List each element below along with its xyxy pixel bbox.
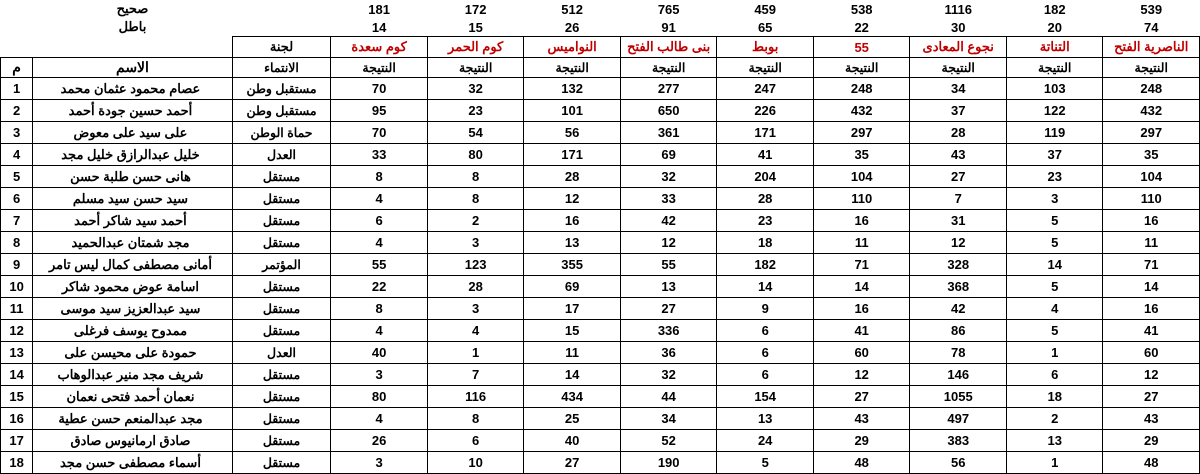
cell-value: 6 [1006, 364, 1103, 386]
cell-value: 11 [1103, 232, 1200, 254]
cell-value: 33 [331, 144, 428, 166]
cell-name: سيد عبدالعزيز سيد موسى [33, 298, 232, 320]
cell-value: 7 [910, 188, 1007, 210]
cell-value: 361 [620, 122, 717, 144]
cell-value: 60 [813, 342, 910, 364]
cell-value: 13 [524, 232, 621, 254]
party-name-4: بوبط [717, 37, 814, 58]
party-row-spacer-idx [1, 37, 33, 58]
cell-value: 6 [717, 364, 814, 386]
cell-value: 12 [524, 188, 621, 210]
table-row [1, 276, 1200, 298]
cell-value: 3 [331, 452, 428, 474]
cell-value: 12 [620, 232, 717, 254]
table-row [1, 100, 1200, 122]
cell-index: 17 [1, 430, 33, 452]
cell-value: 16 [524, 210, 621, 232]
cell-value: 71 [813, 254, 910, 276]
cell-value: 123 [427, 254, 524, 276]
summary-valid-2: 1116 [944, 1, 972, 17]
cell-value: 297 [1103, 122, 1200, 144]
cell-value: 41 [813, 320, 910, 342]
summary-invalid-spacer [232, 18, 331, 37]
cell-affiliation: مستقل [232, 364, 331, 386]
summary-invalid-7: 15 [468, 19, 483, 35]
cell-name: شريف مجد منير عبدالوهاب [33, 364, 232, 386]
cell-value: 10 [427, 452, 524, 474]
cell-value: 56 [910, 452, 1007, 474]
cell-value: 3 [1006, 188, 1103, 210]
cell-value: 16 [1103, 210, 1200, 232]
cell-value: 4 [1006, 298, 1103, 320]
cell-value: 48 [1103, 452, 1200, 474]
cell-value: 11 [813, 232, 910, 254]
cell-value: 40 [524, 430, 621, 452]
party-name-8: كوم سعدة [331, 37, 428, 58]
cell-value: 4 [331, 232, 428, 254]
cell-value: 116 [427, 386, 524, 408]
cell-index: 12 [1, 320, 33, 342]
party-name-2: نجوع المعادى [910, 37, 1007, 58]
cell-value: 18 [717, 232, 814, 254]
cell-affiliation: مستقبل وطن [232, 100, 331, 122]
cell-index: 7 [1, 210, 33, 232]
cell-affiliation: مستقل [232, 452, 331, 474]
cell-affiliation: مستقل [232, 430, 331, 452]
cell-affiliation: مستقل [232, 210, 331, 232]
cell-name: أحمد حسين جودة أحمد [33, 100, 232, 122]
summary-valid-row [1, 0, 1200, 18]
cell-value: 36 [620, 342, 717, 364]
cell-value: 78 [910, 342, 1007, 364]
table-row [1, 408, 1200, 430]
cell-value: 70 [331, 78, 428, 100]
cell-name: ممدوح يوسف فرغلى [33, 320, 232, 342]
cell-value: 132 [524, 78, 621, 100]
summary-invalid-endspacer [1, 18, 33, 37]
cell-value: 27 [910, 166, 1007, 188]
cell-value: 8 [427, 166, 524, 188]
cell-value: 190 [620, 452, 717, 474]
cell-value: 101 [524, 100, 621, 122]
cell-value: 41 [717, 144, 814, 166]
cell-value: 27 [1103, 386, 1200, 408]
cell-index: 2 [1, 100, 33, 122]
cell-value: 432 [813, 100, 910, 122]
cell-index: 18 [1, 452, 33, 474]
table-row [1, 342, 1200, 364]
header-result-1: النتيجة [1006, 58, 1103, 78]
cell-index: 11 [1, 298, 33, 320]
cell-value: 383 [910, 430, 1007, 452]
cell-value: 6 [331, 210, 428, 232]
cell-value: 33 [620, 188, 717, 210]
table-row [1, 188, 1200, 210]
table-row [1, 122, 1200, 144]
summary-invalid-8: 14 [371, 19, 387, 35]
summary-valid-5: 765 [657, 1, 680, 17]
cell-value: 248 [813, 78, 910, 100]
cell-index: 13 [1, 342, 33, 364]
cell-value: 29 [813, 430, 910, 452]
cell-value: 4 [331, 320, 428, 342]
cell-affiliation: مستقل [232, 386, 331, 408]
cell-value: 80 [331, 386, 428, 408]
cell-value: 52 [620, 430, 717, 452]
cell-value: 11 [524, 342, 621, 364]
cell-name: مجد عبدالمنعم حسن عطية [33, 408, 232, 430]
cell-value: 32 [620, 364, 717, 386]
party-name-5: بنى طالب الفتح [620, 37, 717, 58]
cell-value: 110 [1103, 188, 1200, 210]
header-result-5: النتيجة [620, 58, 717, 78]
cell-value: 35 [1103, 144, 1200, 166]
cell-value: 27 [813, 386, 910, 408]
cell-value: 5 [1006, 210, 1103, 232]
cell-name: اسامة عوض محمود شاكر [33, 276, 232, 298]
cell-value: 4 [331, 408, 428, 430]
table-row [1, 386, 1200, 408]
header-result-6: النتيجة [524, 58, 621, 78]
summary-invalid-0: 74 [1144, 19, 1159, 35]
cell-affiliation: مستقل [232, 276, 331, 298]
table-row [1, 298, 1200, 320]
cell-value: 70 [331, 122, 428, 144]
cell-name: خليل عبدالرازق خليل مجد [33, 144, 232, 166]
cell-value: 28 [427, 276, 524, 298]
cell-value: 650 [620, 100, 717, 122]
column-header-row [1, 58, 1200, 78]
cell-index: 5 [1, 166, 33, 188]
summary-valid-endspacer [1, 0, 33, 18]
cell-value: 31 [910, 210, 1007, 232]
party-header-row [1, 37, 1200, 58]
cell-value: 182 [717, 254, 814, 276]
cell-value: 43 [910, 144, 1007, 166]
cell-value: 71 [1103, 254, 1200, 276]
cell-value: 16 [1103, 298, 1200, 320]
cell-value: 22 [331, 276, 428, 298]
cell-value: 8 [331, 298, 428, 320]
cell-value: 14 [1006, 254, 1103, 276]
cell-affiliation: مستقل [232, 320, 331, 342]
table-row [1, 78, 1200, 100]
cell-index: 8 [1, 232, 33, 254]
cell-name: نعمان أحمد فتحى نعمان [33, 386, 232, 408]
cell-value: 103 [1006, 78, 1103, 100]
cell-value: 14 [717, 276, 814, 298]
cell-index: 10 [1, 276, 33, 298]
cell-value: 3 [427, 232, 524, 254]
summary-valid-1: 182 [1043, 1, 1066, 17]
summary-invalid-row [1, 18, 1200, 37]
cell-value: 9 [717, 298, 814, 320]
summary-invalid-6: 26 [564, 19, 580, 35]
cell-value: 42 [910, 298, 1007, 320]
cell-affiliation: مستقل [232, 232, 331, 254]
party-name-3: 55 [813, 37, 910, 58]
cell-index: 15 [1, 386, 33, 408]
cell-value: 3 [331, 364, 428, 386]
committee-label: لجنة [232, 37, 331, 58]
cell-value: 8 [427, 408, 524, 430]
cell-name: مجد شمتان عبدالحميد [33, 232, 232, 254]
cell-value: 12 [813, 364, 910, 386]
cell-value: 8 [427, 188, 524, 210]
cell-value: 23 [427, 100, 524, 122]
cell-value: 28 [717, 188, 814, 210]
table-row [1, 232, 1200, 254]
summary-valid-label: صحيح [116, 1, 149, 16]
header-result-4: النتيجة [717, 58, 814, 78]
cell-value: 7 [427, 364, 524, 386]
cell-value: 5 [717, 452, 814, 474]
cell-value: 16 [813, 298, 910, 320]
cell-value: 14 [1103, 276, 1200, 298]
cell-value: 13 [1006, 430, 1103, 452]
cell-value: 26 [331, 430, 428, 452]
cell-value: 104 [813, 166, 910, 188]
cell-name: أحمد سيد شاكر أحمد [33, 210, 232, 232]
cell-value: 6 [717, 320, 814, 342]
cell-value: 23 [1006, 166, 1103, 188]
summary-invalid-3: 22 [854, 19, 869, 35]
cell-value: 95 [331, 100, 428, 122]
party-name-0: الناصرية الفتح [1103, 37, 1200, 58]
cell-value: 171 [717, 122, 814, 144]
cell-value: 29 [1103, 430, 1200, 452]
header-index: م [1, 58, 33, 78]
cell-index: 16 [1, 408, 33, 430]
cell-value: 35 [813, 144, 910, 166]
cell-value: 434 [524, 386, 621, 408]
cell-value: 80 [427, 144, 524, 166]
cell-value: 13 [620, 276, 717, 298]
summary-valid-3: 538 [850, 1, 873, 17]
cell-value: 23 [717, 210, 814, 232]
header-result-7: النتيجة [427, 58, 524, 78]
cell-value: 12 [1103, 364, 1200, 386]
cell-value: 56 [524, 122, 621, 144]
cell-index: 3 [1, 122, 33, 144]
cell-name: هانى حسن طلبة حسن [33, 166, 232, 188]
cell-name: أمانى مصطفى كمال ليس تامر [33, 254, 232, 276]
table-row [1, 452, 1200, 474]
cell-value: 60 [1103, 342, 1200, 364]
cell-name: سيد حسن سيد مسلم [33, 188, 232, 210]
header-name: الاسم [33, 58, 232, 78]
cell-value: 2 [427, 210, 524, 232]
cell-value: 1055 [910, 386, 1007, 408]
cell-value: 12 [910, 232, 1007, 254]
cell-value: 13 [717, 408, 814, 430]
cell-value: 4 [427, 320, 524, 342]
cell-affiliation: العدل [232, 342, 331, 364]
cell-value: 154 [717, 386, 814, 408]
summary-invalid-1: 20 [1047, 19, 1062, 35]
cell-value: 497 [910, 408, 1007, 430]
cell-value: 27 [524, 452, 621, 474]
party-name-1: التناتة [1006, 37, 1103, 58]
cell-value: 204 [717, 166, 814, 188]
cell-value: 247 [717, 78, 814, 100]
cell-value: 37 [910, 100, 1007, 122]
cell-value: 86 [910, 320, 1007, 342]
cell-value: 42 [620, 210, 717, 232]
cell-value: 55 [620, 254, 717, 276]
summary-invalid-2: 30 [950, 19, 966, 35]
cell-value: 32 [620, 166, 717, 188]
summary-valid-6: 512 [561, 1, 583, 17]
table-row [1, 166, 1200, 188]
table-row [1, 364, 1200, 386]
cell-value: 16 [813, 210, 910, 232]
cell-value: 1 [1006, 452, 1103, 474]
party-name-7: كوم الحمر [427, 37, 524, 58]
cell-value: 43 [1103, 408, 1200, 430]
header-affiliation: الانتماء [232, 58, 331, 78]
cell-value: 5 [1006, 232, 1103, 254]
cell-value: 25 [524, 408, 621, 430]
cell-name: عصام محمود عثمان محمد [33, 78, 232, 100]
header-result-0: النتيجة [1103, 58, 1200, 78]
cell-affiliation: مستقل [232, 166, 331, 188]
cell-value: 28 [910, 122, 1007, 144]
cell-value: 28 [524, 166, 621, 188]
table-row [1, 210, 1200, 232]
cell-value: 14 [524, 364, 621, 386]
cell-value: 277 [620, 78, 717, 100]
cell-value: 110 [813, 188, 910, 210]
header-result-2: النتيجة [910, 58, 1007, 78]
cell-value: 27 [620, 298, 717, 320]
cell-value: 171 [524, 144, 621, 166]
summary-invalid-label: باطل [118, 19, 147, 35]
cell-value: 6 [427, 430, 524, 452]
summary-invalid-4: 65 [757, 19, 773, 35]
cell-value: 69 [620, 144, 717, 166]
cell-value: 248 [1103, 78, 1200, 100]
cell-index: 14 [1, 364, 33, 386]
cell-value: 37 [1006, 144, 1103, 166]
table-row [1, 320, 1200, 342]
summary-invalid-5: 91 [661, 19, 676, 35]
cell-value: 44 [620, 386, 717, 408]
cell-name: على سيد على معوض [33, 122, 232, 144]
cell-value: 432 [1103, 100, 1200, 122]
cell-value: 41 [1103, 320, 1200, 342]
cell-affiliation: مستقل [232, 298, 331, 320]
cell-value: 336 [620, 320, 717, 342]
cell-affiliation: مستقل [232, 408, 331, 430]
cell-value: 328 [910, 254, 1007, 276]
cell-value: 3 [427, 298, 524, 320]
cell-value: 14 [813, 276, 910, 298]
summary-valid-spacer [232, 0, 331, 18]
cell-name: حمودة على محيسن على [33, 342, 232, 364]
cell-value: 34 [620, 408, 717, 430]
cell-value: 6 [717, 342, 814, 364]
party-row-spacer-name [33, 37, 232, 58]
cell-value: 4 [331, 188, 428, 210]
cell-value: 40 [331, 342, 428, 364]
party-name-6: النواميس [524, 37, 621, 58]
cell-value: 368 [910, 276, 1007, 298]
cell-value: 122 [1006, 100, 1103, 122]
cell-affiliation: حماة الوطن [232, 122, 331, 144]
cell-value: 18 [1006, 386, 1103, 408]
cell-index: 9 [1, 254, 33, 276]
cell-value: 226 [717, 100, 814, 122]
cell-value: 104 [1103, 166, 1200, 188]
summary-valid-0: 539 [1140, 1, 1163, 17]
cell-affiliation: مستقبل وطن [232, 78, 331, 100]
cell-value: 32 [427, 78, 524, 100]
cell-affiliation: العدل [232, 144, 331, 166]
summary-valid-4: 459 [754, 1, 777, 17]
cell-value: 24 [717, 430, 814, 452]
cell-value: 54 [427, 122, 524, 144]
cell-affiliation: مستقل [232, 188, 331, 210]
cell-value: 69 [524, 276, 621, 298]
table-row [1, 254, 1200, 276]
cell-affiliation: المؤتمر [232, 254, 331, 276]
cell-index: 1 [1, 78, 33, 100]
cell-value: 1 [427, 342, 524, 364]
cell-value: 2 [1006, 408, 1103, 430]
header-result-8: النتيجة [331, 58, 428, 78]
cell-value: 1 [1006, 342, 1103, 364]
cell-value: 34 [910, 78, 1007, 100]
header-result-3: النتيجة [813, 58, 910, 78]
cell-value: 119 [1006, 122, 1103, 144]
cell-value: 43 [813, 408, 910, 430]
table-row [1, 144, 1200, 166]
summary-valid-7: 172 [464, 1, 487, 17]
table-row [1, 430, 1200, 452]
cell-index: 4 [1, 144, 33, 166]
cell-value: 8 [331, 166, 428, 188]
cell-value: 297 [813, 122, 910, 144]
cell-name: أسماء مصطفى حسن مجد [33, 452, 232, 474]
cell-value: 5 [1006, 320, 1103, 342]
summary-valid-8: 181 [368, 1, 390, 17]
cell-value: 48 [813, 452, 910, 474]
cell-value: 5 [1006, 276, 1103, 298]
cell-name: صادق ارمانيوس صادق [33, 430, 232, 452]
cell-value: 55 [331, 254, 428, 276]
cell-value: 17 [524, 298, 621, 320]
cell-value: 15 [524, 320, 621, 342]
cell-index: 6 [1, 188, 33, 210]
cell-value: 355 [524, 254, 621, 276]
cell-value: 146 [910, 364, 1007, 386]
